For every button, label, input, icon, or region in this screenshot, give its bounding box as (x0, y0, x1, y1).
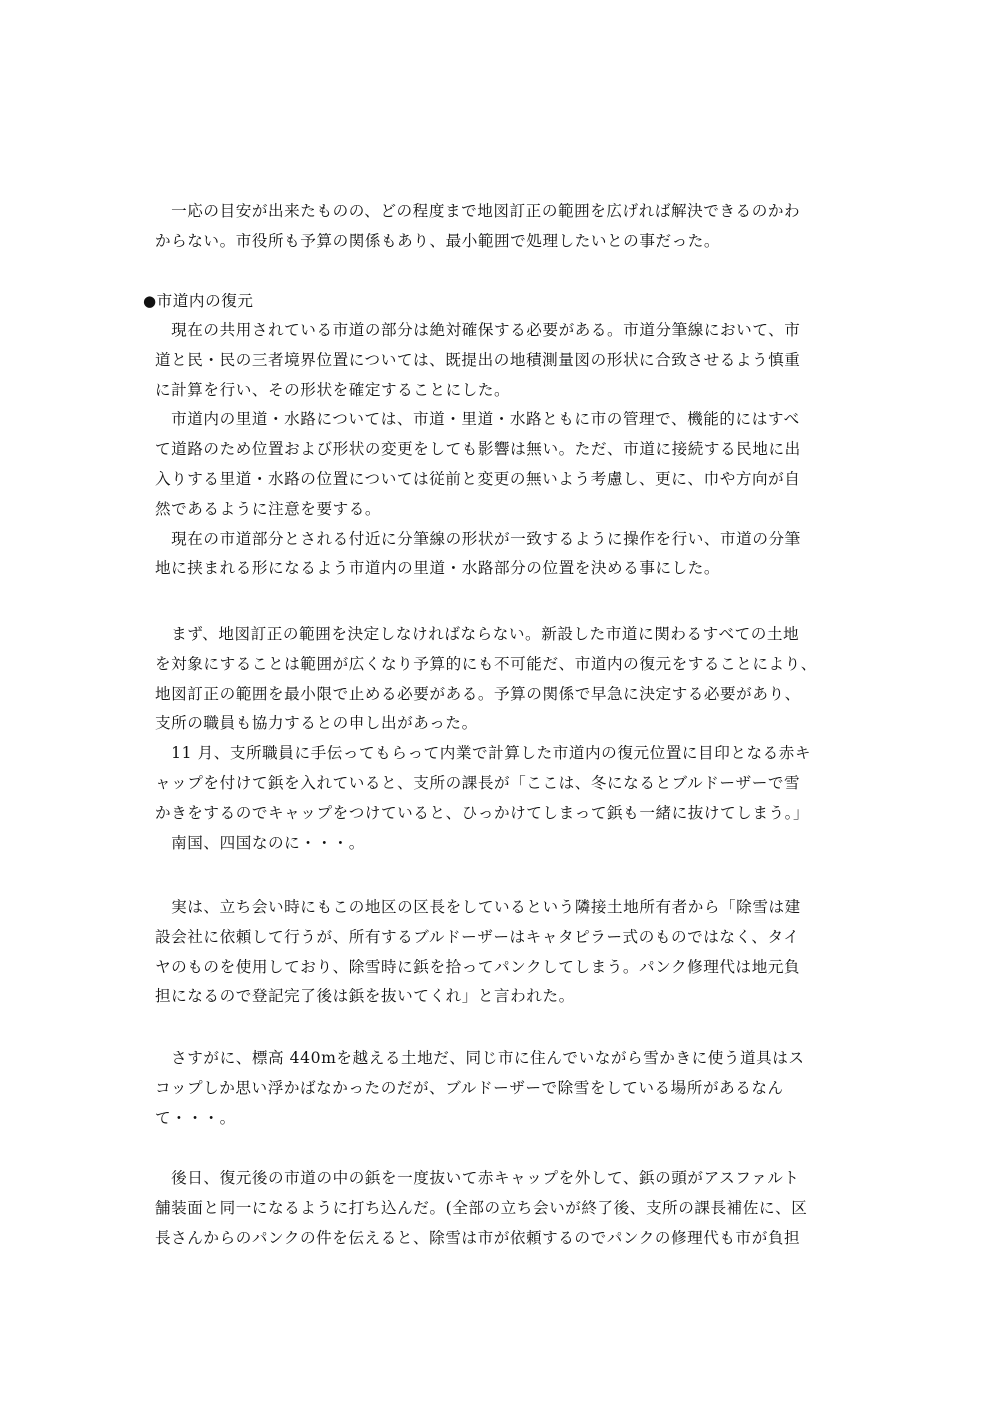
text-line: 後日、復元後の市道の中の鋲を一度抜いて赤キャップを外して、鋲の頭がアスファルト (155, 1169, 800, 1187)
text-line: 入りする里道・水路の位置については従前と変更の無いよう考慮し、更に、巾や方向が自 (155, 469, 801, 488)
text-line: かきをするのでキャップをつけていると、ひっかけてしまって鋲も一緒に抜けてしまう。」 (155, 803, 810, 822)
text-line: 道と民・民の三者境界位置については、既提出の地積測量図の形状に合致させるよう慎重 (155, 350, 801, 369)
text-line: まず、地図訂正の範囲を決定しなければならない。新設した市道に関わるすべての土地 (155, 625, 800, 643)
text-line: に計算を行い、その形状を確定することにした。 (155, 380, 511, 399)
text-line: からない。市役所も予算の関係もあり、最小範囲で処理したいとの事だった。 (155, 231, 721, 250)
text-line: 舗装面と同一になるように打ち込んだ。(全部の立ち会いが終了後、支所の課長補佐に、区 (155, 1198, 808, 1217)
text-line: 地に挟まれる形になるよう市道内の里道・水路部分の位置を決める事にした。 (155, 559, 721, 578)
paragraph-snow-removal (155, 893, 860, 1012)
text-line: て・・・。 (155, 1108, 236, 1127)
text-line: 長さんからのパンクの件を伝えると、除雪は市が依頼するのでパンクの修理代も市が負担 (155, 1228, 801, 1247)
paragraph-elevation (155, 1044, 860, 1133)
text-line: を対象にすることは範囲が広くなり予算的にも不可能だ、市道内の復元をすることにより、 (155, 654, 817, 673)
paragraph-map-correction (155, 620, 860, 858)
section-heading (143, 287, 254, 317)
text-line: 市道内の里道・水路については、市道・里道・水路ともに市の管理で、機能的にはすべ (155, 410, 800, 429)
text-line: 支所の職員も協力するとの申し出があった。 (155, 714, 478, 733)
section-heading-text: 市道内の復元 (156, 292, 254, 310)
text-line: て道路のため位置および形状の変更をしても影響は無い。ただ、市道に接続する民地に出 (155, 440, 801, 459)
text-line: 担になるので登記完了後は鋲を抜いてくれ」と言われた。 (155, 987, 575, 1006)
text-line: 設会社に依頼して行うが、所有するブルドーザーはキャタピラー式のものではなく、タイ (155, 927, 800, 946)
text-line: 然であるように注意を要する。 (155, 499, 382, 518)
text-line: ャップを付けて鋲を入れていると、支所の課長が「ここは、冬になるとブルドーザーで雪 (155, 773, 801, 792)
text-line: コップしか思い浮かばなかったのだが、ブルドーザーで除雪をしている場所があるなん (155, 1078, 784, 1097)
text-line: 地図訂正の範囲を最小限で止める必要がある。予算の関係で早急に決定する必要があり、 (155, 684, 801, 703)
text-line: 現在の市道部分とされる付近に分筆線の形状が一致するように操作を行い、市道の分筆 (155, 529, 801, 548)
text-line: ヤのものを使用しており、除雪時に鋲を拾ってパンクしてしまう。パンク修理代は地元負 (155, 957, 801, 976)
paragraph-intro (155, 197, 860, 257)
text-line: さすがに、標高 440mを越える土地だ、同じ市に住んでいながら雪かきに使う道具はス (155, 1049, 805, 1067)
text-line: 実は、立ち会い時にもこの地区の区長をしているという隣接土地所有者から「除雪は建 (155, 898, 801, 916)
bullet-icon: ● (143, 292, 157, 310)
text-line: 現在の共用されている市道の部分は絶対確保する必要がある。市道分筆線において、市 (155, 321, 801, 339)
text-line: 一応の目安が出来たものの、どの程度まで地図訂正の範囲を広げれば解決できるのかわ (155, 202, 801, 220)
paragraph-road-restoration (155, 316, 860, 584)
text-line: 11 月、支所職員に手伝ってもらって内業で計算した市道内の復元位置に目印となる赤キ (155, 744, 812, 763)
paragraph-later-days (155, 1164, 860, 1253)
text-line: 南国、四国なのに・・・。 (155, 833, 365, 852)
